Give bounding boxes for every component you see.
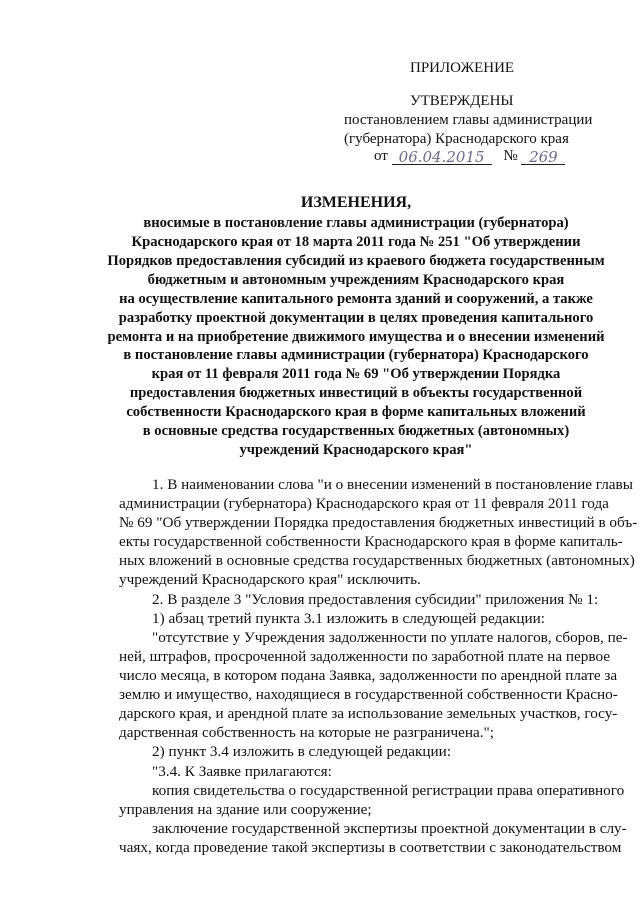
number-prefix: № <box>503 148 518 164</box>
document-date-row <box>374 148 565 165</box>
title-line: на осуществление капитального ремонта зданий и сооружений, а также <box>119 291 593 307</box>
document-number-handwritten: 269 <box>529 148 558 166</box>
title-line: разработку проектной документации в целях проведения капитального <box>118 310 594 326</box>
body-line: ней, штрафов, просроченной задолженности по заработной плате на первое <box>119 648 610 665</box>
body-line: 1. В наименовании слова "и о внесении изменений в постановление главы <box>152 476 633 493</box>
body-line: дарственная собственность на которые не разграничена."; <box>119 724 494 741</box>
approved-label: УТВЕРЖДЕНЫ <box>410 93 514 109</box>
title-line: предоставления бюджетных инвестиций в объекты государственной <box>129 385 583 401</box>
body-line: дарского края, и арендной плате за использование земельных участков, госу- <box>119 705 618 722</box>
body-line: "3.4. К Заявке прилагаются: <box>152 763 332 780</box>
body-line: 2) пункт 3.4 изложить в следующей редакции: <box>152 743 452 760</box>
body-line: число месяца, в котором подана Заявка, задолженности по арендной плате за <box>119 667 618 684</box>
document-date-handwritten: 06.04.2015 <box>398 148 485 166</box>
body-line: копия свидетельства о государственной регистрации права оперативного <box>152 782 625 799</box>
body-line: учреждений Краснодарского края" исключить. <box>119 571 421 588</box>
approved-by-line-2: (губернатора) Краснодарского края <box>344 131 569 147</box>
body-line: администрации (губернатора) Краснодарского края от 11 февраля 2011 года <box>119 495 609 512</box>
approved-by-line-1: постановлением главы администрации <box>344 112 593 128</box>
date-prefix: от <box>374 148 388 164</box>
body-line: ных вложений в основные средства государственных бюджетных (автономных) <box>119 552 635 569</box>
title-line: в постановление главы администрации (губернатора) Краснодарского <box>123 347 589 363</box>
title-line: края от 11 февраля 2011 года № 69 "Об утверждении Порядка <box>151 366 561 382</box>
title-line: ремонта и на приобретение движимого имущества и о внесении изменений <box>107 329 605 345</box>
appendix-label: ПРИЛОЖЕНИЕ <box>410 60 515 76</box>
title-line: Порядков предоставления субсидий из краевого бюджета государственным <box>107 253 605 269</box>
body-line: 1) абзац третий пункта 3.1 изложить в следующей редакции: <box>152 610 545 627</box>
body-line: землю и имущество, находящиеся в государственной собственности Красно- <box>119 686 618 703</box>
document-date-field <box>392 148 492 165</box>
body-line: № 69 "Об утверждении Порядка предоставления бюджетных инвестиций в объ- <box>119 514 638 531</box>
body-line: заключение государственной экспертизы проектной документации в слу- <box>152 820 627 837</box>
body-line: чаях, когда проведение такой экспертизы в соответствии с законодательством <box>119 839 622 856</box>
document-heading: ИЗМЕНЕНИЯ, <box>300 194 412 211</box>
title-line: в основные средства государственных бюджетных (автономных) <box>142 423 570 439</box>
body-line: "отсутствие у Учреждения задолженности по уплате налогов, сборов, пе- <box>152 629 628 646</box>
title-line: вносимые в постановление главы администрации (губернатора) <box>143 215 569 231</box>
title-line: бюджетным и автономным учреждениям Краснодарского края <box>147 272 565 288</box>
title-line: учреждений Краснодарского края" <box>239 442 473 458</box>
body-line: екты государственной собственности Краснодарского края в форме капиталь- <box>119 533 623 550</box>
body-line: 2. В разделе 3 "Условия предоставления субсидии" приложения № 1: <box>152 591 599 608</box>
title-line: Краснодарского края от 18 марта 2011 года № 251 "Об утверждении <box>131 234 581 250</box>
document-number-field <box>521 148 565 165</box>
title-line: собственности Краснодарского края в форме капитальных вложений <box>126 404 586 420</box>
body-line: управления на здание или сооружение; <box>119 801 372 818</box>
